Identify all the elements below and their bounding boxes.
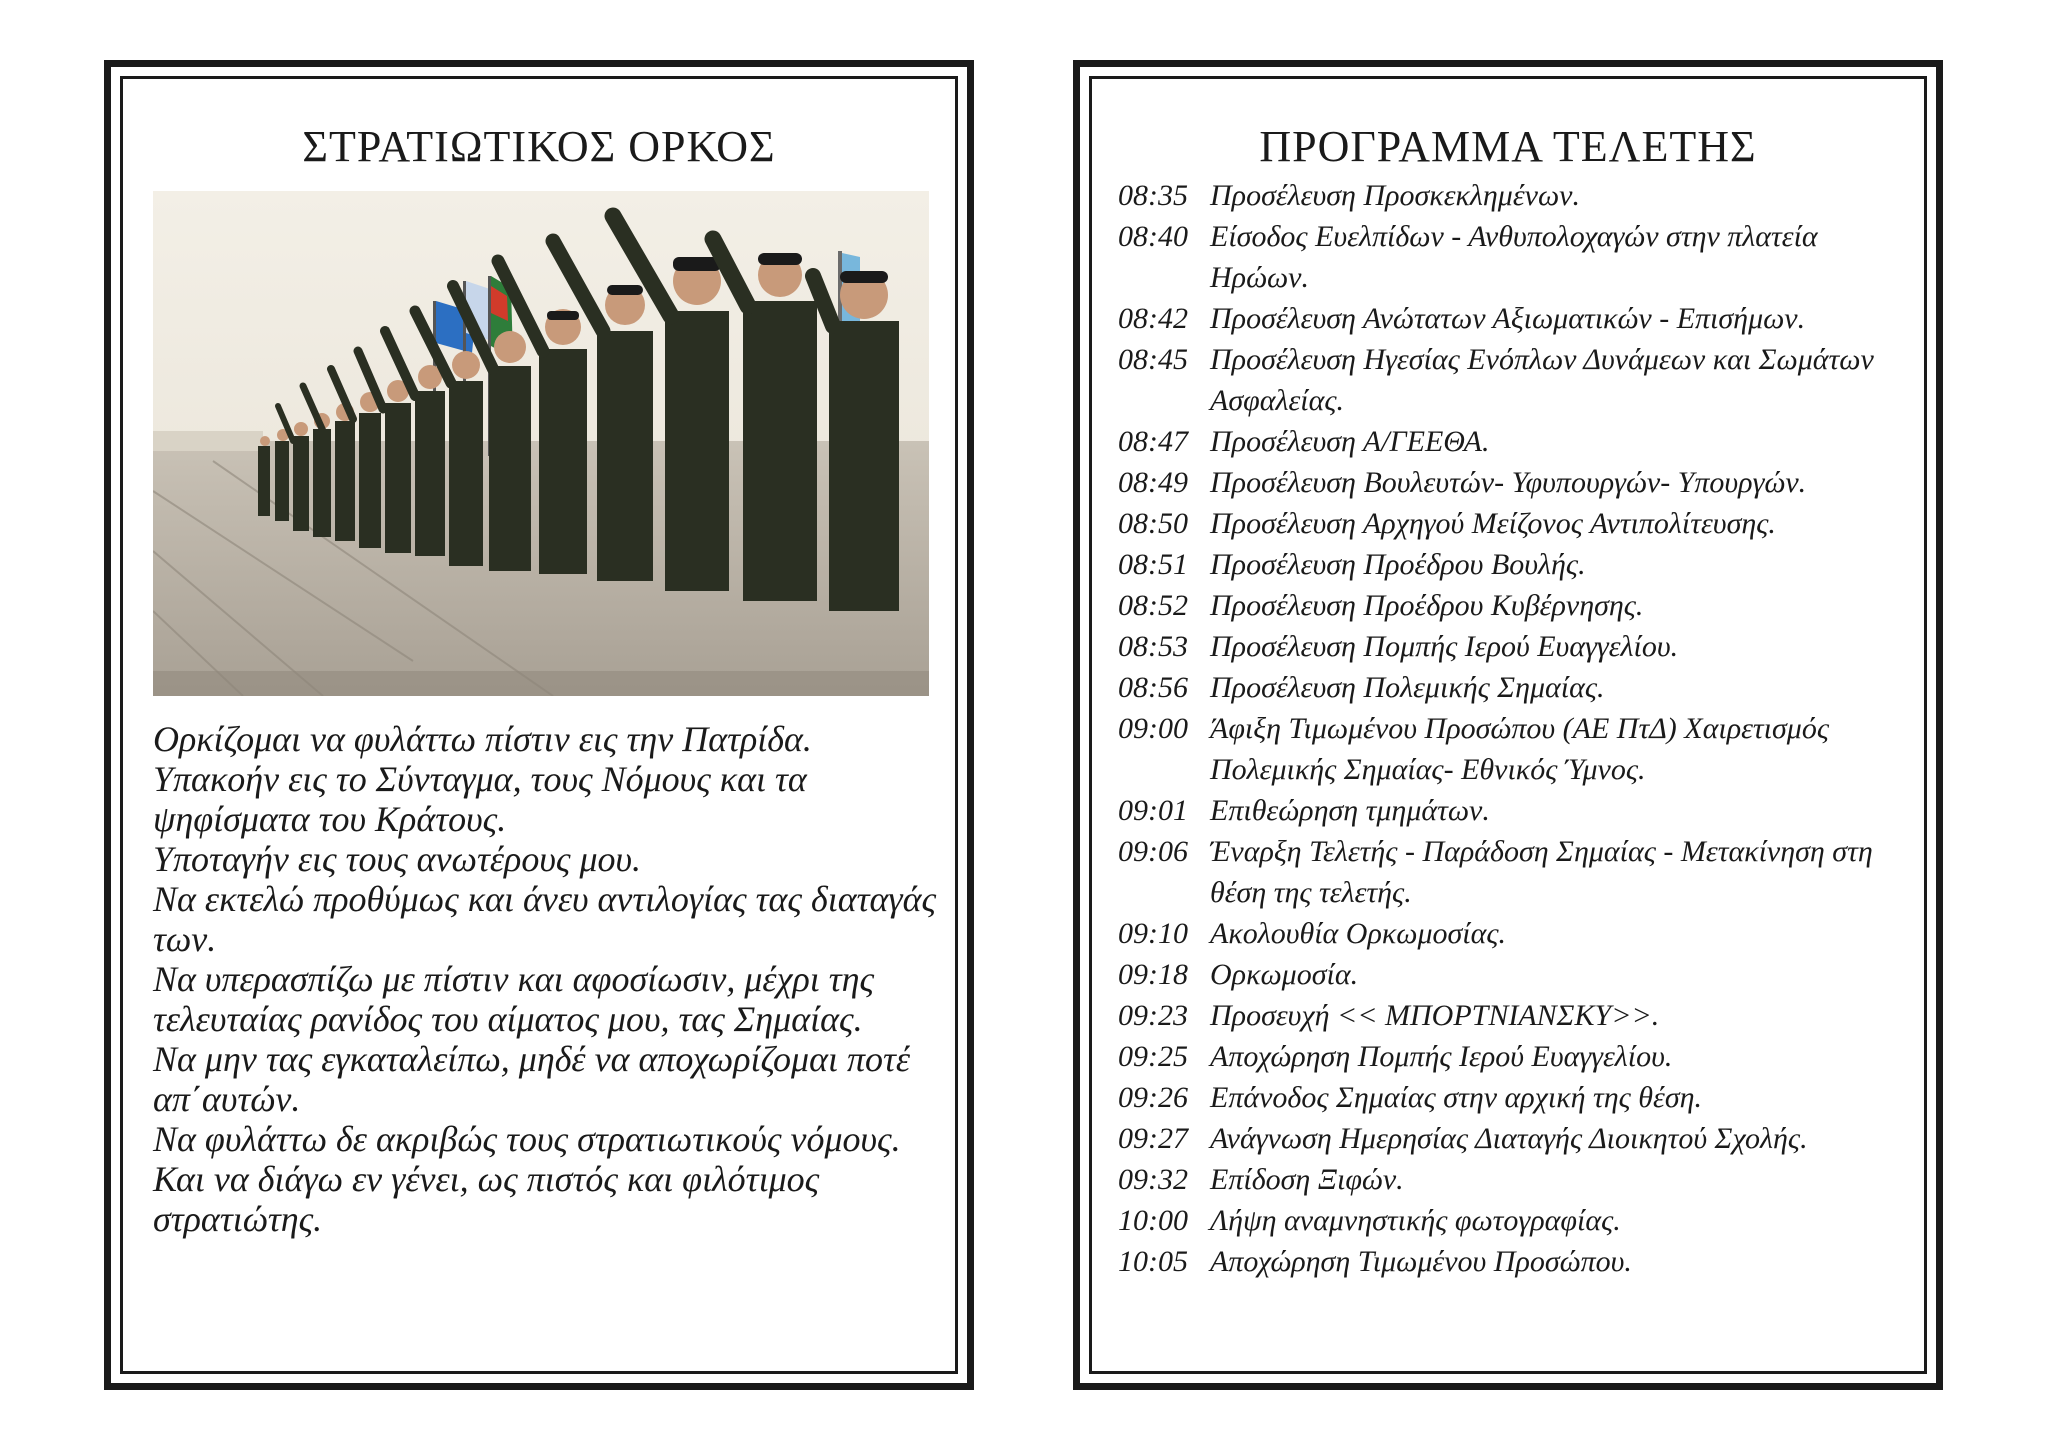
schedule-time: 09:27 [1118, 1122, 1188, 1155]
schedule-event: Ακολουθία Ορκωμοσίας. [1210, 917, 1507, 950]
oath-line: Να μην τας εγκαταλείπω, μηδέ να αποχωρίζομαι ποτέ απ΄αυτών. [153, 1039, 911, 1119]
schedule-item [1118, 1118, 1918, 1159]
schedule-time: 08:51 [1118, 548, 1188, 581]
oath-line: Ορκίζομαι να φυλάττω πίστιν εις την Πατρίδα. [153, 719, 812, 759]
schedule-event: Λήψη αναμνηστικής φωτογραφίας. [1210, 1204, 1621, 1237]
schedule-time: 08:42 [1118, 302, 1188, 335]
oath-line: Υπακοήν εις το Σύνταγμα, τους Νόμους και τα ψηφίσματα του Κράτους. [153, 759, 807, 839]
schedule-event: Προσέλευση Ανώτατων Αξιωματικών - Επισήμων. [1210, 302, 1806, 335]
schedule-item [1118, 339, 1918, 421]
schedule-item [1118, 667, 1918, 708]
oath-line: Να φυλάττω δε ακριβώς τους στρατιωτικούς νόμους. [153, 1119, 901, 1159]
schedule-item [1118, 790, 1918, 831]
schedule-event: Επάνοδος Σημαίας στην αρχική της θέση. [1210, 1081, 1703, 1114]
schedule-time: 08:40 [1118, 220, 1188, 253]
schedule-item [1118, 995, 1918, 1036]
schedule-event: Ορκωμοσία. [1210, 958, 1359, 991]
schedule-time: 08:49 [1118, 466, 1188, 499]
schedule-event: Προσέλευση Α/ΓΕΕΘΑ. [1210, 425, 1490, 458]
schedule-time: 09:00 [1118, 712, 1188, 745]
oath-line: Και να διάγω εν γένει, ως πιστός και φιλότιμος στρατιώτης. [153, 1159, 820, 1239]
schedule-time: 08:45 [1118, 343, 1188, 376]
schedule-item [1118, 708, 1918, 790]
schedule-item [1118, 462, 1918, 503]
schedule-item [1118, 626, 1918, 667]
oath-line: Να εκτελώ προθύμως και άνευ αντιλογίας τας διαταγάς των. [153, 879, 937, 959]
schedule-time: 09:23 [1118, 999, 1188, 1032]
schedule-event: Αποχώρηση Πομπής Ιερού Ευαγγελίου. [1210, 1040, 1673, 1073]
schedule-time: 09:01 [1118, 794, 1188, 827]
schedule-item [1118, 503, 1918, 544]
schedule-time: 08:35 [1118, 179, 1188, 212]
oath-panel [104, 60, 974, 1390]
schedule-item [1118, 1036, 1918, 1077]
schedule-item [1118, 954, 1918, 995]
ceremony-photo [153, 191, 929, 696]
oath-panel-inner-border [120, 76, 958, 1374]
schedule-time: 08:56 [1118, 671, 1188, 704]
schedule-time: 09:06 [1118, 835, 1188, 868]
schedule-time: 10:05 [1118, 1245, 1188, 1278]
schedule-time: 09:26 [1118, 1081, 1188, 1114]
schedule-event: Είσοδος Ευελπίδων - Ανθυπολοχαγών στην πλατεία Ηρώων. [1210, 220, 1818, 294]
schedule-time: 08:50 [1118, 507, 1188, 540]
schedule-item [1118, 585, 1918, 626]
schedule-event: Αποχώρηση Τιμωμένου Προσώπου. [1210, 1245, 1632, 1278]
schedule-item [1118, 175, 1918, 216]
schedule-time: 09:10 [1118, 917, 1188, 950]
schedule-event: Άφιξη Τιμωμένου Προσώπου (ΑΕ ΠτΔ) Χαιρετισμός Πολεμικής Σημαίας- Εθνικός Ύμνος. [1210, 712, 1830, 786]
schedule-time: 08:53 [1118, 630, 1188, 663]
schedule-event: Έναρξη Τελετής - Παράδοση Σημαίας - Μετακίνηση στη θέση της τελετής. [1210, 835, 1873, 909]
oath-text [153, 719, 943, 1239]
schedule-event: Προσέλευση Πομπής Ιερού Ευαγγελίου. [1210, 630, 1679, 663]
schedule-event: Προσέλευση Προσκεκλημένων. [1210, 179, 1580, 212]
oath-line: Υποταγήν εις τους ανωτέρους μου. [153, 839, 642, 879]
schedule-item [1118, 913, 1918, 954]
schedule-item [1118, 544, 1918, 585]
oath-line: Να υπερασπίζω με πίστιν και αφοσίωσιν, μέχρι της τελευταίας ρανίδος του αίματος μου, τας Σημαίας. [153, 959, 875, 1039]
schedule-time: 09:25 [1118, 1040, 1188, 1073]
schedule-time: 08:47 [1118, 425, 1188, 458]
schedule-item [1118, 1241, 1918, 1282]
schedule-list [1118, 175, 1918, 1282]
schedule-event: Προσευχή << ΜΠΟΡΤΝΙΑΝΣΚΥ>>. [1210, 999, 1660, 1032]
schedule-event: Προσέλευση Ηγεσίας Ενόπλων Δυνάμεων και Σωμάτων Ασφαλείας. [1210, 343, 1874, 417]
schedule-item [1118, 1159, 1918, 1200]
schedule-event: Προσέλευση Πολεμικής Σημαίας. [1210, 671, 1605, 704]
schedule-time: 08:52 [1118, 589, 1188, 622]
schedule-item [1118, 298, 1918, 339]
schedule-item [1118, 216, 1918, 298]
oath-title: ΣΤΡΑΤΙΩΤΙΚΟΣ ΟΡΚΟΣ [302, 122, 776, 171]
schedule-event: Επίδοση Ξιφών. [1210, 1163, 1404, 1196]
program-panel-inner-border [1089, 76, 1927, 1374]
schedule-event: Επιθεώρηση τμημάτων. [1210, 794, 1490, 827]
schedule-time: 09:32 [1118, 1163, 1188, 1196]
schedule-event: Προσέλευση Βουλευτών- Υφυπουργών- Υπουργών. [1210, 466, 1807, 499]
schedule-item [1118, 1200, 1918, 1241]
schedule-event: Προσέλευση Προέδρου Βουλής. [1210, 548, 1586, 581]
schedule-item [1118, 421, 1918, 462]
schedule-item [1118, 1077, 1918, 1118]
schedule-item [1118, 831, 1918, 913]
schedule-time: 09:18 [1118, 958, 1188, 991]
schedule-event: Προσέλευση Προέδρου Κυβέρνησης. [1210, 589, 1644, 622]
program-title: ΠΡΟΓΡΑΜΜΑ ΤΕΛΕΤΗΣ [1259, 122, 1757, 171]
schedule-event: Ανάγνωση Ημερησίας Διαταγής Διοικητού Σχολής. [1210, 1122, 1808, 1155]
schedule-event: Προσέλευση Αρχηγού Μείζονος Αντιπολίτευσης. [1210, 507, 1776, 540]
program-panel [1073, 60, 1943, 1390]
schedule-time: 10:00 [1118, 1204, 1188, 1237]
